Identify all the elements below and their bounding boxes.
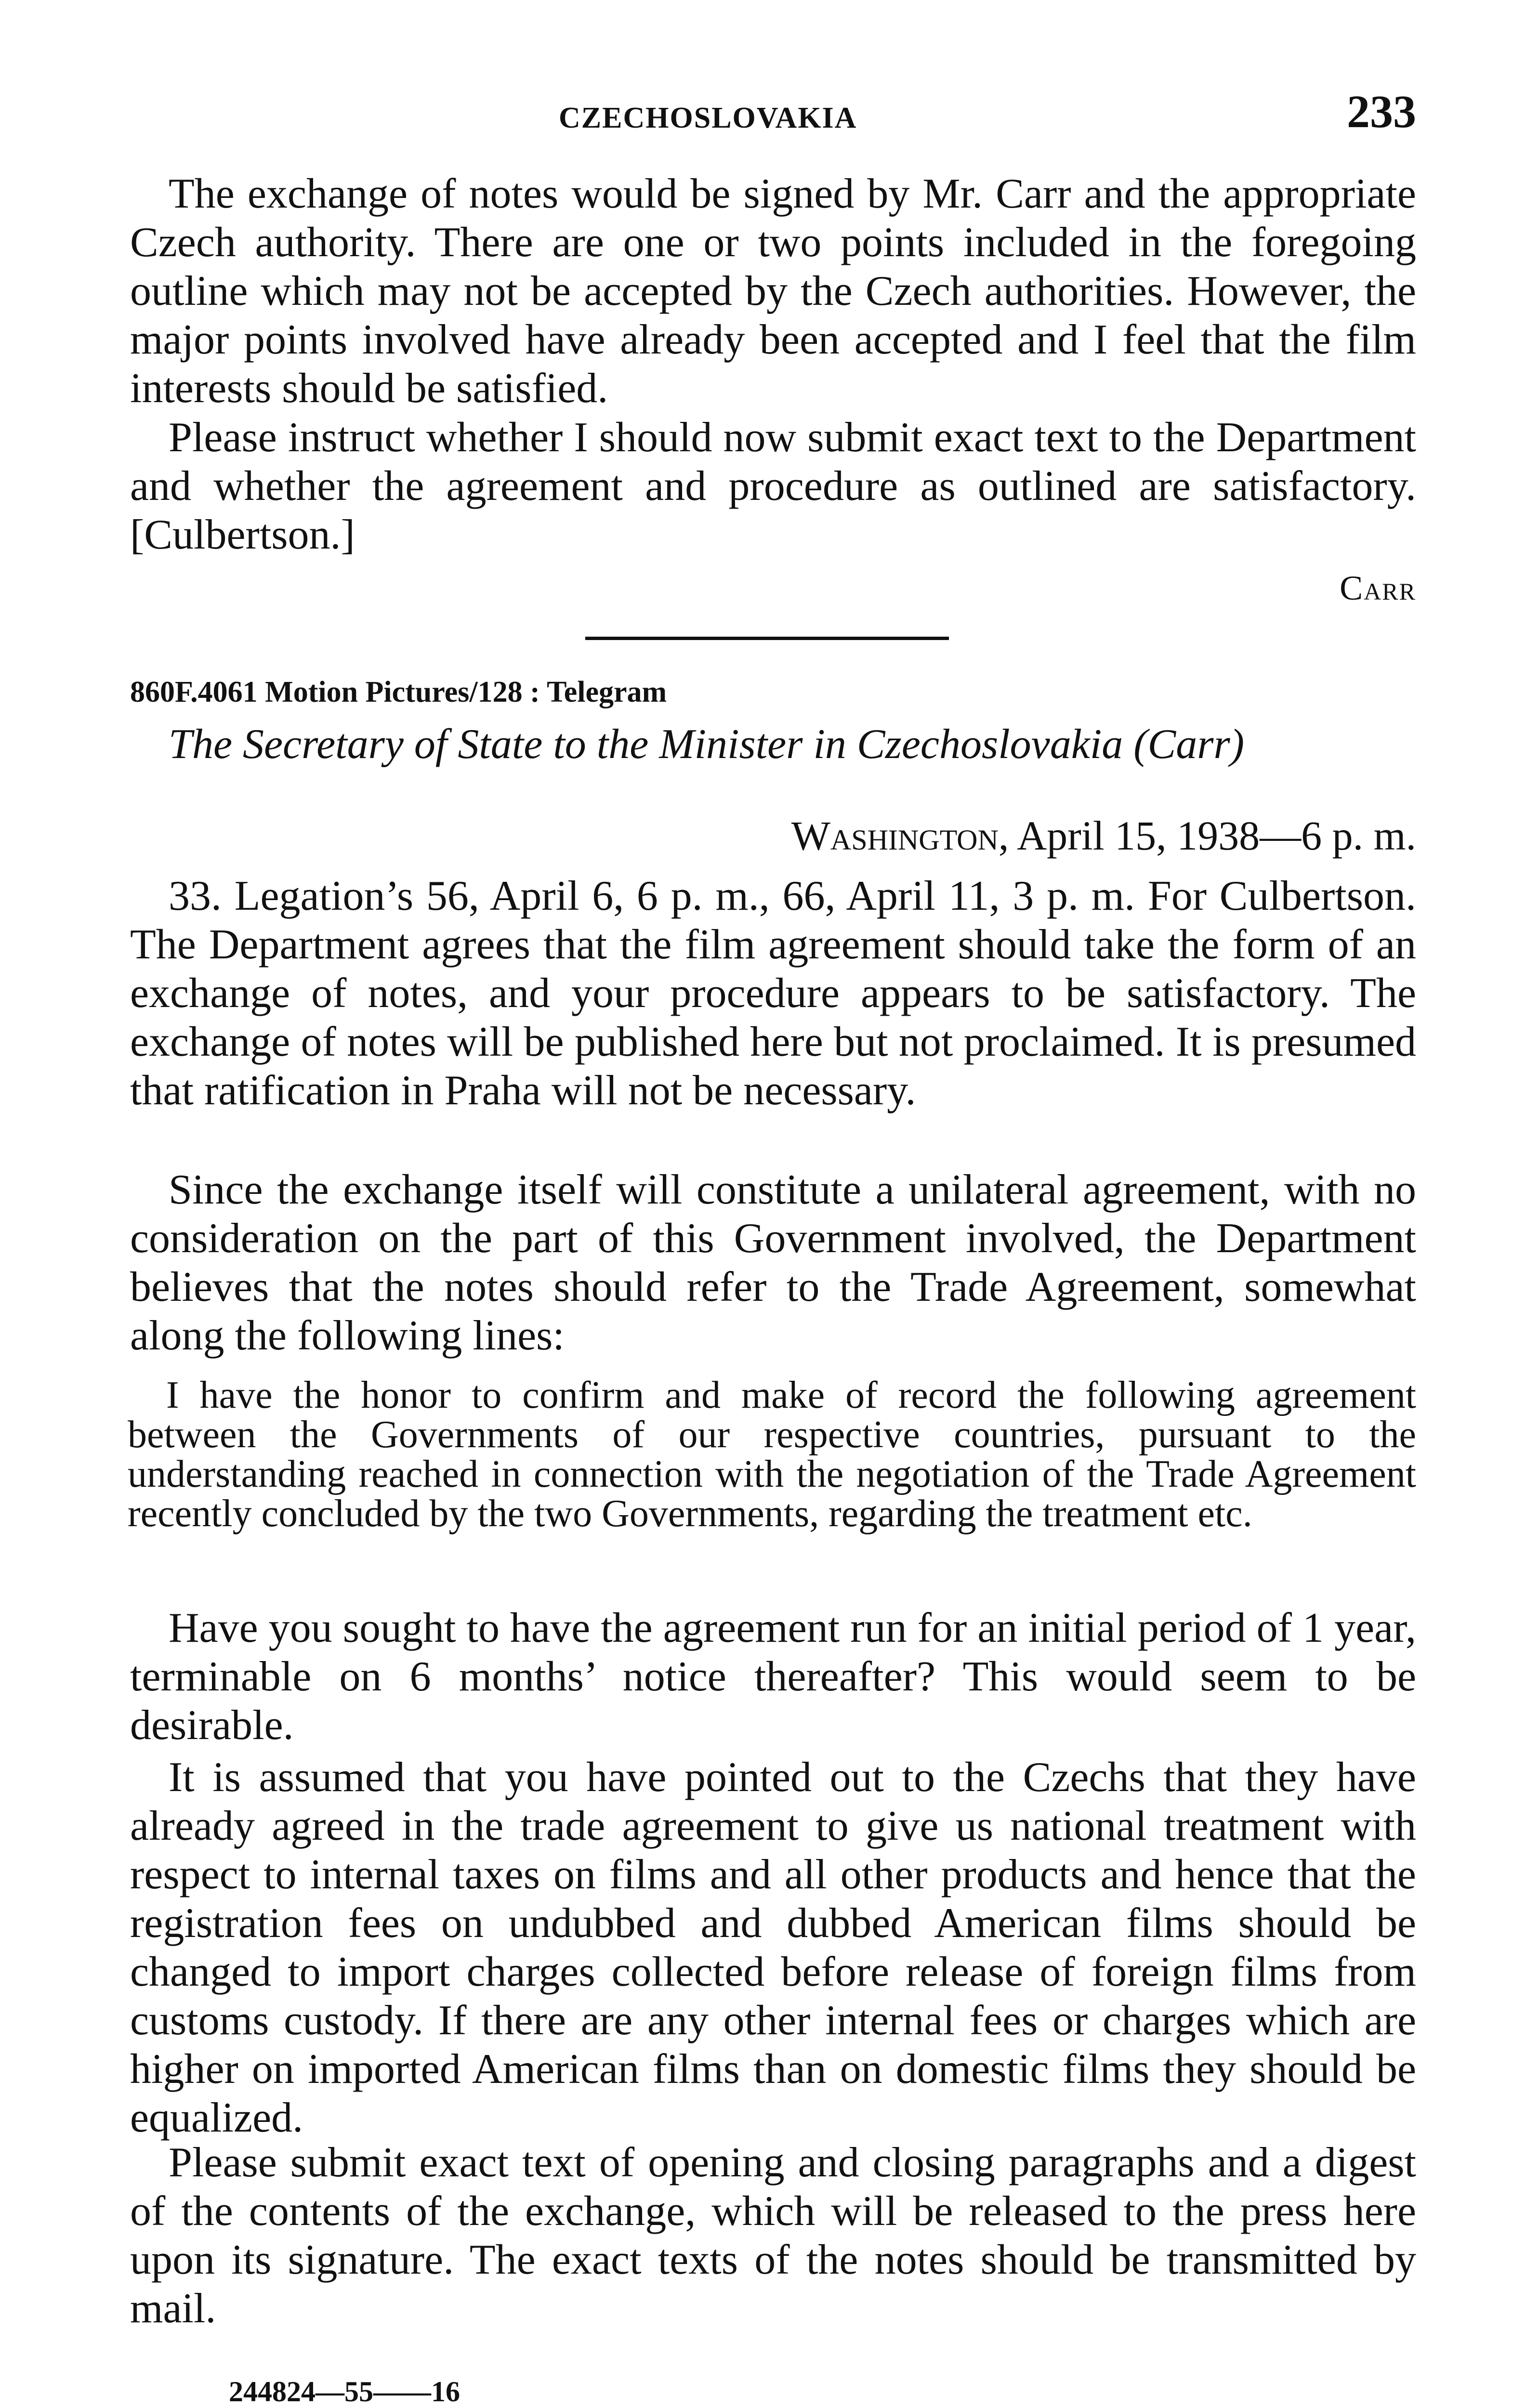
- quoted-passage: I have the honor to confirm and make of record the following agreement between the Governments of our respective countries, pursuant to the understanding reached in connection with the negotiation of the Trade Agreement recently concluded by the two Governments, regarding the treatment etc.: [128, 1374, 1416, 1535]
- document-title: The Secretary of State to the Minister in Czechoslovakia (Carr): [169, 721, 1245, 768]
- page-number: 233: [1347, 86, 1416, 137]
- paragraph-submit-text: Please submit exact text of opening and closing paragraphs and a digest of the contents of the exchange, which will be released to the press here upon its signature. The exact texts of the notes should be transmitted by mail.: [130, 2139, 1416, 2332]
- dateline: [791, 811, 1416, 860]
- paragraph-please-instruct: Please instruct whether I should now submit exact text to the Department and whether the agreement and procedure as outlined are satisfactory. [Culbertson.]: [130, 414, 1416, 558]
- running-title: CZECHOSLOVAKIA: [559, 102, 857, 134]
- file-reference: 860F.4061 Motion Pictures/128 : Telegram: [130, 676, 667, 708]
- signature-carr: Carr: [1340, 569, 1416, 607]
- paragraph-unilateral-agreement: Since the exchange itself will constitute a unilateral agreement, with no consideration on the part of this Government involved, the Department believes that the notes should refer to the Trade Agreement, somewhat along the following lines:: [130, 1166, 1416, 1359]
- paragraph-legation-reference: 33. Legation’s 56, April 6, 6 p. m., 66, April 11, 3 p. m. For Culbertson. The Department agrees that the film agreement should take the form of an exchange of notes, and your procedure appears to be satisfactory. The exchange of notes will be published here but not proclaimed. It is presumed that ratification in Praha will not be necessary.: [130, 873, 1416, 1114]
- paragraph-exchange-of-notes: The exchange of notes would be signed by Mr. Carr and the appropriate Czech authority. There are one or two points included in the foregoing outline which may not be accepted by the Czech authorities. However, the major points involved have already been accepted and I feel that the film interests should be satisfied.: [130, 170, 1416, 412]
- print-code: 244824—55——16: [229, 2376, 460, 2408]
- paragraph-national-treatment: It is assumed that you have pointed out to the Czechs that they have already agreed in the trade agreement to give us national treatment with respect to internal taxes on films and all other products and hence that the registration fees on undubbed and dubbed American films should be changed to import charges collected before release of foreign films from customs custody. If there are any other internal fees or charges which are higher on imported American films than on domestic films they should be equalized.: [130, 1754, 1416, 2141]
- paragraph-initial-period: Have you sought to have the agreement run for an initial period of 1 year, terminable on 6 months’ notice thereafter? This would seem to be desirable.: [130, 1605, 1416, 1749]
- page-header: [559, 85, 1416, 147]
- section-divider: [585, 637, 949, 640]
- dateline-date: , April 15, 1938—6 p. m.: [998, 812, 1416, 859]
- dateline-place: Washington: [791, 812, 999, 859]
